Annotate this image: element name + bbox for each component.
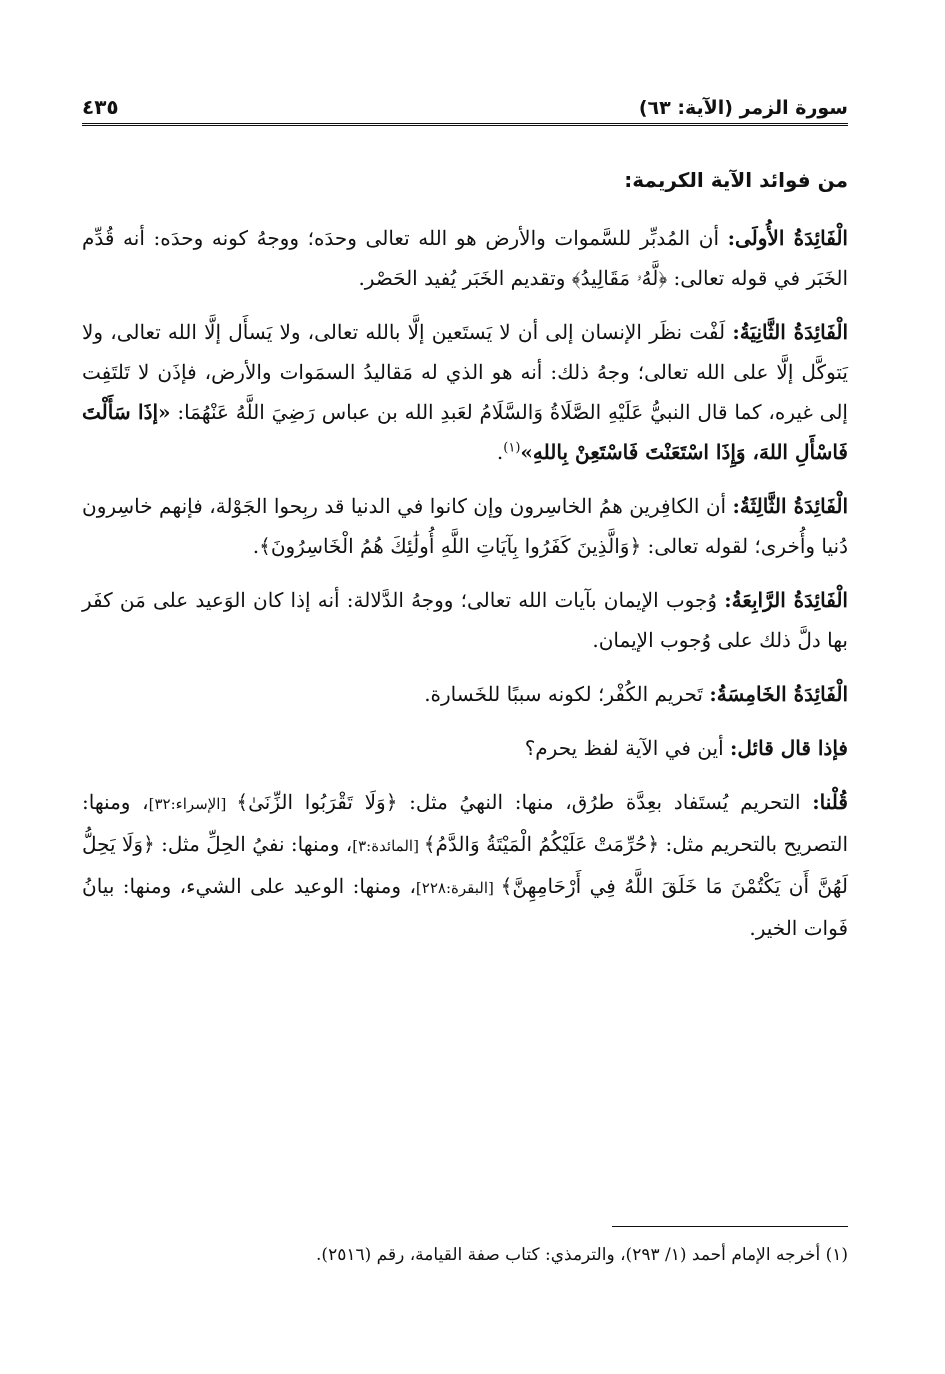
footnote-divider [612, 1226, 848, 1227]
benefit-text: . [496, 440, 504, 464]
benefit-text: تَحريم الكُفْر؛ لكونه سببًا للخَسارة. [424, 682, 710, 706]
footnote-mark: (١) [503, 440, 521, 456]
verse-reference: [الإسراء:٣٢] [148, 795, 237, 813]
benefit-text: لَفْت نظَر الإنسان إلى أن لا يَستَعين إلَّا بالله تعالى، ولا يَسأَل إلَّا الله تعالى، ولا يَتوكَّل إلَّا على الله تعالى؛ وجهُ ذلك: أنه هو الذي له مَقاليدُ السمَوات والأرض، فإذَن لا تَلتَفِت إلى غيره، كما قال النبيُّ عَلَيْهِ الصَّلَاةُ وَالسَّلَامُ لعَبدِ الله بن عباس رَضِيَ اللَّهُ عَنْهُمَا: [82, 320, 848, 424]
page-number: ٤٣٥ [82, 95, 119, 119]
benefit-lead: الْفَائِدَةُ الثَّانِيَةُ: [732, 320, 848, 344]
benefit-lead: الْفَائِدَةُ الأُولَى: [727, 226, 848, 250]
hadith-quote: «إذَا سَأَلْتَ فَاسْأَلِ اللهَ، وَإِذَا اسْتَعَنْتَ فَاسْتَعِنْ بِاللهِ» [82, 400, 848, 464]
benefit-text: وتقديم الخَبَر يُفيد الحَصْر. [358, 266, 572, 290]
benefit-text: . [252, 534, 260, 558]
answer-text: ، ومنها: نفيُ الحِلِّ مثل: [154, 832, 353, 856]
answer-lead: قُلْنا: [812, 790, 848, 814]
answer-text: ، ومنها: التصريح بالتحريم مثل: [82, 790, 849, 856]
benefit-text: وُجوب الإيمان بآيات الله تعالى؛ ووجهُ الدَّلالة: أنه إذا كان الوَعيد على مَن كفَر بها دلَّ ذلك على وُجوب الإيمان. [82, 588, 848, 652]
verse-reference: [المائدة:٣] [352, 837, 424, 855]
question-text: أين في الآية لفظ يحرم؟ [524, 736, 731, 760]
footnote: (١) أخرجه الإمام أحمد (١/ ٢٩٣)، والترمذي: كتاب صفة القيامة، رقم (٢٥١٦). [316, 1245, 848, 1265]
page-body [82, 160, 848, 962]
benefit-lead: الْفَائِدَةُ الرَّابِعَةُ: [724, 588, 848, 612]
quran-quote: ﴿لَّهُۥ مَقَالِيدُ﴾ [571, 266, 668, 290]
benefit-lead: الْفَائِدَةُ الخَامِسَةُ: [709, 682, 848, 706]
benefit-text: أن الكافِرين همُ الخاسِرون وإن كانوا في الدنيا قد ربِحوا الجَوْلة، فإنهم خاسِرون دُنيا وأُخرى؛ لقوله تعالى: [82, 494, 848, 558]
benefit-paragraph-1 [82, 218, 848, 298]
quran-quote: ﴿وَلَا يَحِلُّ لَهُنَّ أَن يَكْتُمْنَ مَا خَلَقَ اللَّهُ فِي أَرْحَامِهِنَّ﴾ [82, 832, 848, 898]
benefit-text: أن المُدبِّر للسَّموات والأرض هو الله تعالى وحدَه؛ ووجهُ كونه وحدَه: أنه قُدِّم الخَبَر في قوله تعالى: [82, 226, 848, 290]
quran-quote: ﴿حُرِّمَتْ عَلَيْكُمُ الْمَيْتَةُ وَالدَّمُ﴾ [423, 832, 660, 856]
answer-text: التحريم يُستَفاد بعِدَّة طرُق، منها: النهيُ مثل: [397, 790, 813, 814]
benefit-paragraph-5 [82, 674, 848, 714]
answer-text: ، ومنها: الوعيد على الشيء، ومنها: بيانُ فَوات الخير. [82, 874, 848, 940]
question-paragraph [82, 728, 848, 768]
surah-title: سورة الزمر (الآية: ٦٣) [638, 97, 848, 119]
benefit-lead: الْفَائِدَةُ الثَّالِثَةُ: [732, 494, 849, 518]
running-header [82, 90, 848, 126]
quran-quote: ﴿وَالَّذِينَ كَفَرُوا بِآيَاتِ اللَّهِ أُولَٰئِكَ هُمُ الْخَاسِرُونَ﴾ [259, 534, 642, 558]
answer-paragraph [82, 782, 848, 948]
benefit-paragraph-2 [82, 312, 848, 472]
quran-quote: ﴿وَلَا تَقْرَبُوا الزِّنَىٰ﴾ [236, 790, 398, 814]
benefit-paragraph-4 [82, 580, 848, 660]
verse-reference: [البقرة:٢٢٨] [415, 879, 501, 897]
question-lead: فإذا قال قائل: [730, 736, 848, 760]
section-heading: من فوائد الآية الكريمة: [624, 168, 848, 192]
benefit-paragraph-3 [82, 486, 848, 566]
